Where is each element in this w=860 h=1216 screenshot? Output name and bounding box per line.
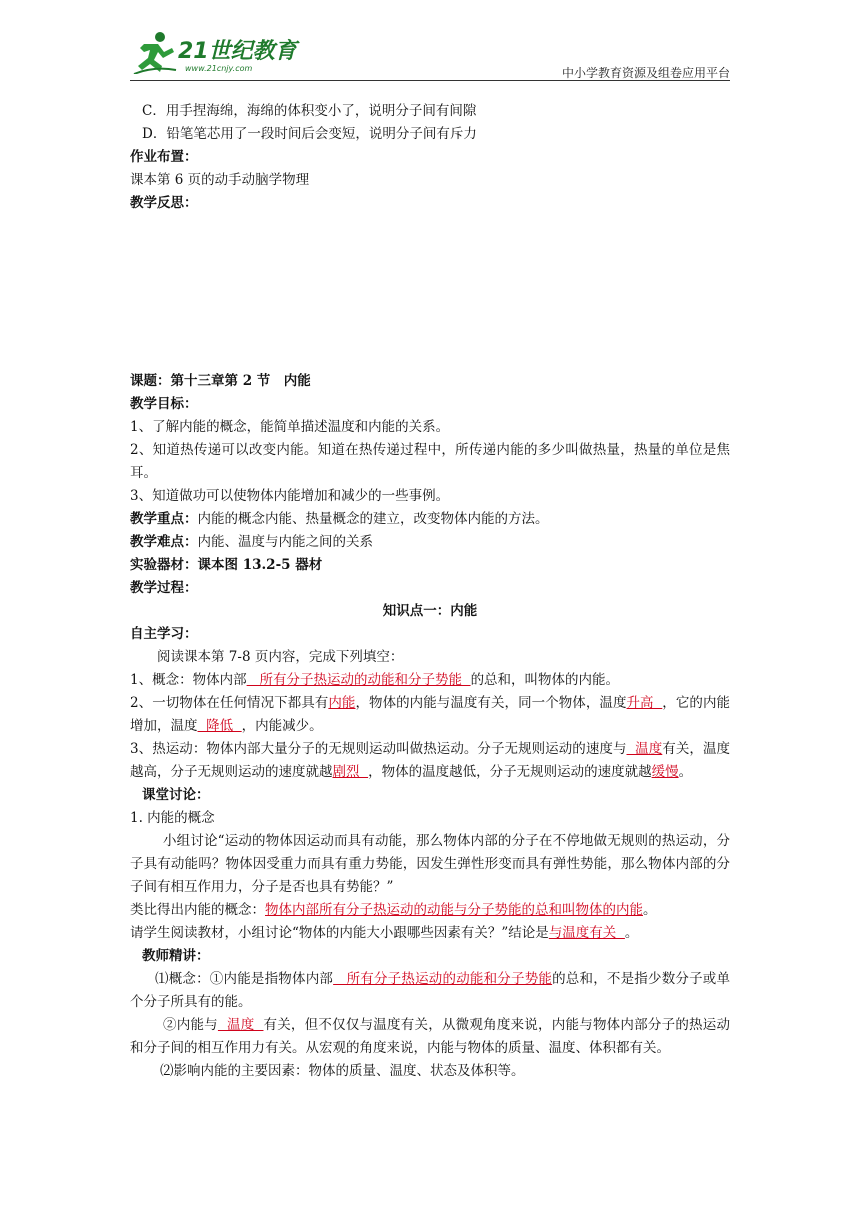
process-label: 教学过程： (130, 580, 198, 596)
equipment: 实验器材：课本图 13.2-5 器材 (130, 557, 323, 573)
ask-line (130, 922, 730, 945)
teacher-point-2 (130, 1014, 730, 1060)
key-text: 内能的概念内能、热量概念的建立，改变物体内能的方法。 (197, 511, 549, 527)
document-body (130, 100, 730, 1083)
q3-text-d: 。 (678, 764, 693, 780)
logo-url: www.21cnjy.com (185, 64, 253, 73)
q2-text: 2、一切物体在任何情况下都具有 (130, 695, 329, 711)
reflection-label: 教学反思： (130, 195, 198, 211)
question-2 (130, 692, 730, 738)
q2-answer-1: 内能 (328, 695, 356, 711)
homework-text: 课本第 6 页的动手动脑学物理 (130, 172, 310, 188)
q3-text: 3、热运动：物体内部大量分子的无规则运动叫做热运动。分子无规则运动的速度与 (130, 741, 627, 757)
reflection-space (130, 215, 730, 370)
homework-label: 作业布置： (130, 149, 198, 165)
q1-text-end: 的总和，叫物体的内能。 (470, 672, 620, 688)
q3-answer-1: 温度 (626, 741, 663, 757)
lesson-title: 课题：第十三章第 2 节 内能 (130, 373, 311, 389)
option-c: C．用手捏海绵，海绵的体积变小了，说明分子间有间隙 (142, 103, 477, 119)
q3-text-b: 有关，温度越高，分子无规则运动的速度就越 (130, 741, 731, 780)
analogy-line (130, 899, 730, 922)
q2-text-d: ，内能减少。 (241, 718, 323, 734)
t2-answer: 温度 (217, 1017, 264, 1033)
logo (130, 30, 330, 78)
key-points (130, 508, 730, 531)
goal-1: 1、了解内能的概念，能简单描述温度和内能的关系。 (130, 419, 450, 435)
platform-name: 中小学教育资源及组卷应用平台 (561, 66, 730, 80)
question-1 (130, 669, 730, 692)
analogy-answer: 物体内部所有分子热运动的动能与分子势能的总和叫物体的内能 (265, 902, 643, 918)
difficulties (130, 531, 730, 554)
discussion-label: 课堂讨论： (142, 787, 210, 803)
q2-answer-3: 降低 (197, 718, 242, 734)
t2-text: ②内能与 (163, 1017, 218, 1033)
reading-instruction: 阅读课本第 7-8 页内容，完成下列填空： (157, 649, 404, 665)
q1-answer: 所有分子热运动的动能和分子势能 (246, 672, 471, 688)
t1-text: ⑴概念：①内能是指物体内部 (155, 971, 334, 987)
q2-text-b: ，物体的内能与温度有关，同一个物体，温度 (355, 695, 627, 711)
q3-answer-3: 缓慢 (651, 764, 679, 780)
diff-text: 内能、温度与内能之间的关系 (197, 534, 373, 550)
logo-text: 21世纪教育 (178, 39, 297, 64)
q2-text-c: ，它的内能增加，温度 (130, 695, 731, 734)
question-3 (130, 738, 730, 784)
teacher-point-3: ⑵影响内能的主要因素：物体的质量、温度、状态及体积等。 (160, 1063, 525, 1079)
t2-text-end: 有关，但不仅仅与温度有关，从微观角度来说，内能与物体内部分子的热运动和分子间的相互作用力有关。从宏观的角度来说，内能与物体的质量、温度、体积都有关。 (130, 1017, 731, 1056)
q3-answer-2: 剧烈 (332, 764, 369, 780)
goal-2: 2、知道热传递可以改变内能。知道在热传递过程中，所传递内能的多少叫做热量，热量的单位是焦耳。 (130, 442, 730, 481)
q2-answer-2: 升高 (626, 695, 663, 711)
t1-text-end: 的总和，不是指少数分子或单个分子所具有的能。 (130, 971, 731, 1010)
discussion-paragraph: 小组讨论“运动的物体因运动而具有动能，那么物体内部的分子在不停地做无规则的热运动，分子具有动能吗？物体因受重力而具有重力势能，因发生弹性形变而具有弹性势能，那么物体内部的分子间有相互作用力，分子是否也具有势能？” (130, 833, 730, 895)
teacher-label: 教师精讲： (142, 948, 210, 964)
analogy-text: 类比得出内能的概念： (130, 902, 265, 918)
header-divider (130, 80, 730, 81)
q1-text: 1、概念：物体内部 (130, 672, 247, 688)
analogy-end: 。 (643, 902, 657, 918)
discussion-item-1: 1. 内能的概念 (130, 810, 215, 826)
ask-answer: 与温度有关 (548, 925, 625, 941)
knowledge-point-1: 知识点一：内能 (382, 603, 478, 619)
goals-label: 教学目标： (130, 396, 198, 412)
key-label: 教学重点： (130, 511, 198, 527)
t1-answer: 所有分子热运动的动能和分子势能 (333, 971, 553, 987)
ask-end: 。 (624, 925, 639, 941)
diff-label: 教学难点： (130, 534, 198, 550)
goal-3: 3、知道做功可以使物体内能增加和减少的一些事例。 (130, 488, 450, 504)
option-d: D．铅笔笔芯用了一段时间后会变短，说明分子间有斥力 (142, 126, 477, 142)
page-header (130, 30, 730, 80)
q3-text-c: ，物体的温度越低，分子无规则运动的速度就越 (368, 764, 652, 780)
runner-logo-icon (130, 30, 178, 74)
self-study-label: 自主学习： (130, 626, 198, 642)
teacher-point-1 (130, 968, 730, 1014)
ask-text: 请学生阅读教材，小组讨论“物体的内能大小跟哪些因素有关？”结论是 (130, 925, 549, 941)
